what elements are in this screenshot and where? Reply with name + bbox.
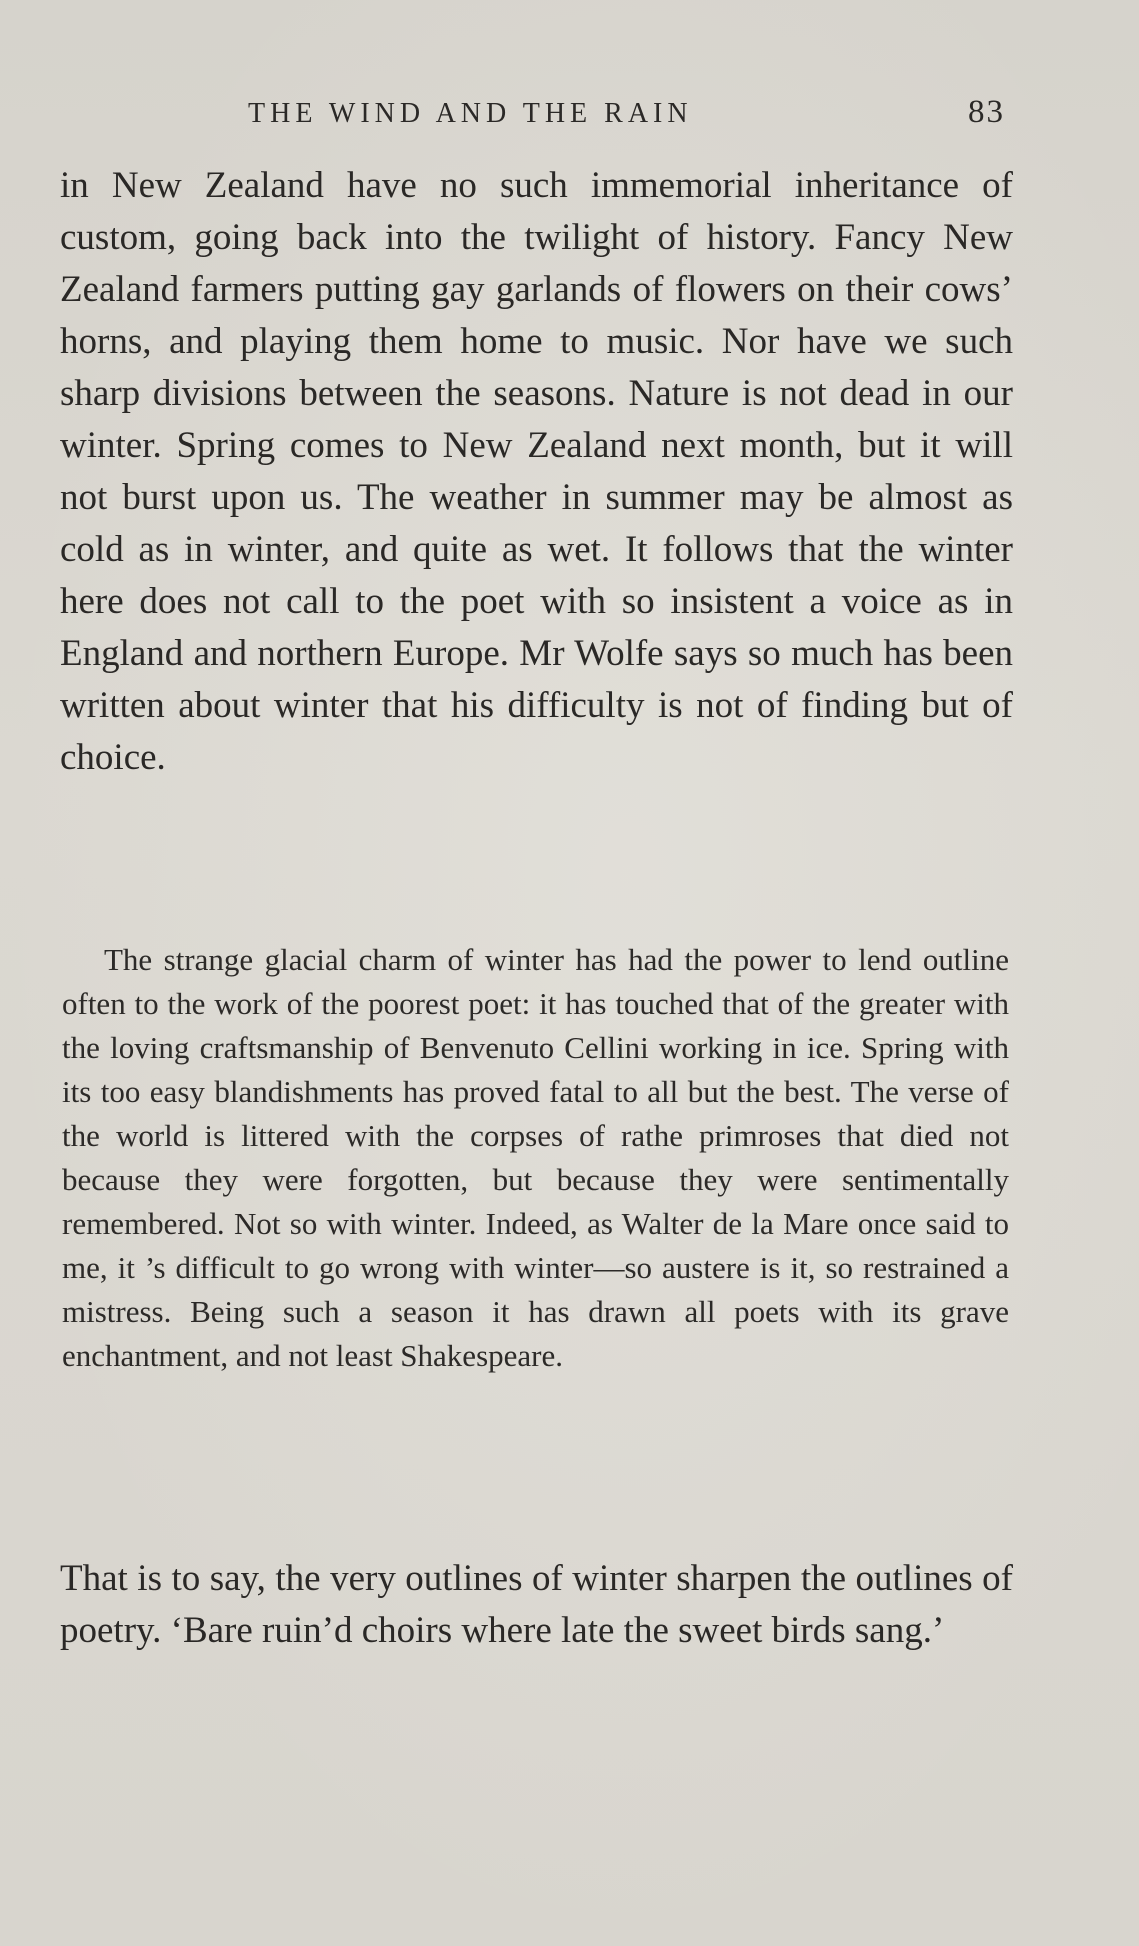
closing-paragraph: That is to say, the very outlines of winter sharpen the outlines of poetry. ‘Bare ruin’d choirs where late the sweet birds sang.’ <box>60 1558 1013 1651</box>
running-head: THE WIND AND THE RAIN <box>248 98 693 129</box>
page-number: 83 <box>968 94 1005 130</box>
block-quote: The strange glacial charm of winter has had the power to lend outline often to the work of the poorest poet: it has touched that of the greater with the loving craftsmanship of Benvenuto Cellini working in ice. Spring with its too easy blandishments has proved fatal to all but the best. The verse of the world is littered with the corpses of rathe primroses that died not because they were forgotten, but because they were sentimentally remembered. Not so with winter. Indeed, as Walter de la Mare once said to me, it ’s difficult to go wrong with winter—so austere is it, so restrained a mistress. Being such a season it has drawn all poets with its grave enchantment, and not least Shakespeare. <box>62 942 1009 1373</box>
body-paragraph: in New Zealand have no such immemorial inheritance of custom, going back into the twilight of history. Fancy New Zealand farmers putting gay garlands of flowers on their cows’ horns, and playing them home to music. Nor have we such sharp divisions between the seasons. Nature is not dead in our winter. Spring comes to New Zealand next month, but it will not burst upon us. The weather in summer may be almost as cold as in winter, and quite as wet. It follows that the winter here does not call to the poet with so insistent a voice as in England and northern Europe. Mr Wolfe says so much has been written about winter that his difficulty is not of finding but of choice. <box>60 165 1013 778</box>
